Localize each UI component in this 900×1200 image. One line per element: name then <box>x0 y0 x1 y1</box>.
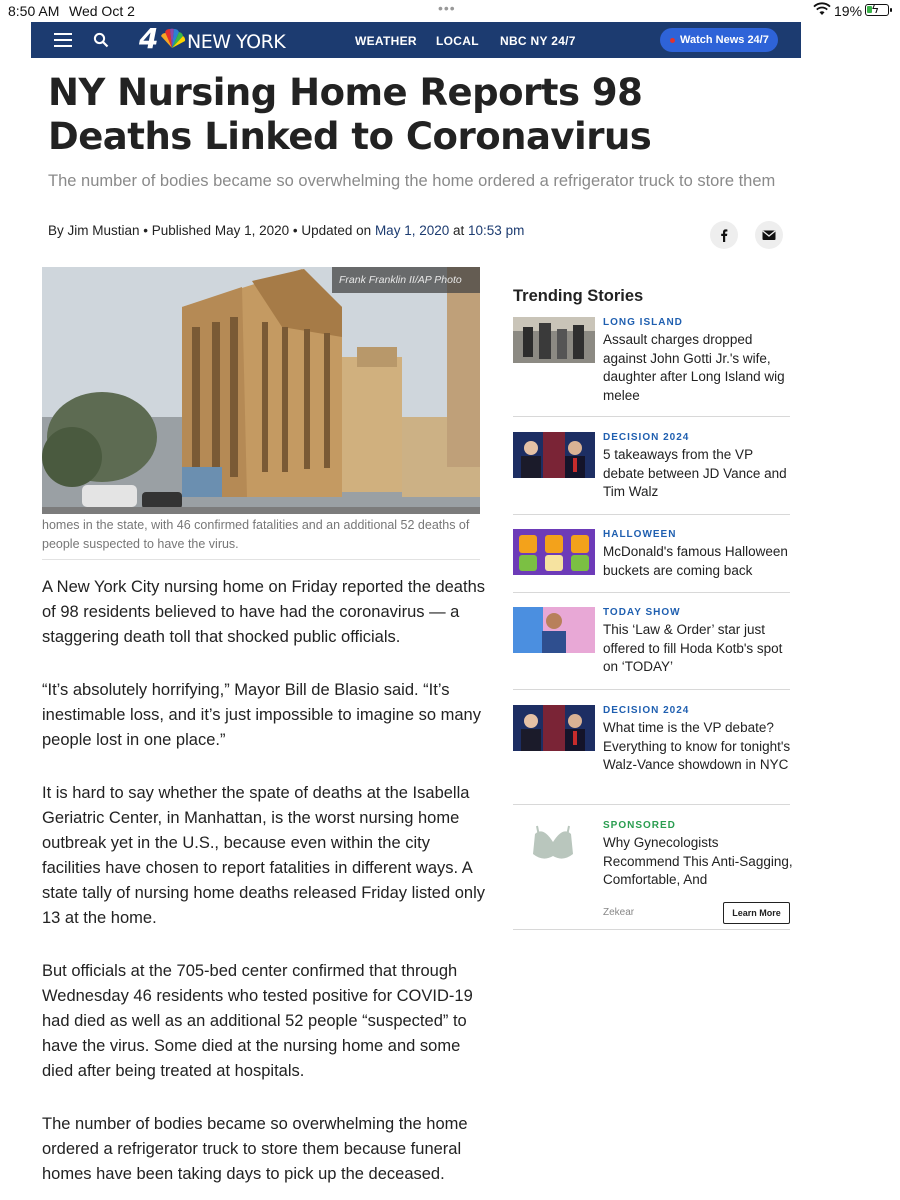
story-title[interactable]: What time is the VP debate? Everything to know for tonight's Walz-Vance showdown in NYC <box>603 720 791 772</box>
story-kicker: LONG ISLAND <box>603 317 683 328</box>
article-paragraph: It is hard to say whether the spate of deaths at the Isabella Geriatric Center, in Manhattan, is the worst nursing home outbreak yet in the U.S., because even within the city facilities have chosen to report fatalities in different ways. A state tally of nursing home deaths released Friday listed only 13 at the home. <box>42 784 485 927</box>
story-thumbnail-image <box>513 432 595 478</box>
photo-credit: Frank Franklin II/AP Photo <box>332 267 480 293</box>
site-logo[interactable] <box>139 22 319 55</box>
sponsored-kicker: SPONSORED <box>603 820 676 831</box>
trending-story[interactable] <box>513 529 790 593</box>
sponsored-title[interactable]: Why Gynecologists Recommend This Anti-Sagging, Comfortable, And <box>603 835 793 887</box>
article-paragraph: But officials at the 705-bed center confirmed that through Wednesday 46 residents who tested positive for COVID-19 had died as well as an additional 52 people “suspected” to have the virus. Some died at the nursing home and some died after being treated at hospitals. <box>42 962 473 1080</box>
battery-percent: 19% <box>834 3 863 19</box>
trending-story[interactable] <box>513 317 790 417</box>
watch-news-label: Watch News 24/7 <box>680 34 769 46</box>
story-thumbnail-image <box>513 317 595 363</box>
article-paragraph: A New York City nursing home on Friday reported the deaths of 98 residents believed to have had the coronavirus — a staggering death toll that shocked public officials. <box>42 578 485 646</box>
byline-author: By Jim Mustian <box>48 223 140 238</box>
story-thumbnail-image <box>513 529 595 575</box>
story-title[interactable]: Assault charges dropped against John Gotti Jr.'s wife, daughter after Long Island wig melee <box>603 332 785 403</box>
menu-icon[interactable] <box>54 33 72 47</box>
watch-news-button[interactable] <box>660 28 778 52</box>
email-icon <box>762 228 776 242</box>
story-kicker: DECISION 2024 <box>603 705 690 716</box>
story-thumbnail-image <box>513 607 595 653</box>
story-title[interactable]: McDonald's famous Halloween buckets are coming back <box>603 544 788 578</box>
facebook-icon <box>717 228 731 242</box>
story-title[interactable]: This ‘Law & Order’ star just offered to fill Hoda Kotb's spot on ‘TODAY’ <box>603 622 783 674</box>
article-body <box>42 575 487 1200</box>
story-kicker: TODAY SHOW <box>603 607 681 618</box>
trending-title: Trending Stories <box>513 287 644 305</box>
sponsor-name: Zekear <box>603 907 635 918</box>
article-byline <box>48 223 524 238</box>
status-date: Wed Oct 2 <box>69 3 135 19</box>
caption-divider <box>42 559 480 560</box>
multitasking-dots-icon[interactable]: ••• <box>438 0 456 16</box>
status-bar <box>0 0 900 22</box>
nursing-home-building-image <box>42 267 480 514</box>
story-kicker: HALLOWEEN <box>603 529 677 540</box>
search-icon[interactable] <box>93 32 109 48</box>
byline-published: • Published May 1, 2020 • <box>143 223 298 238</box>
trending-story[interactable] <box>513 432 790 515</box>
byline-updated-time: 10:53 pm <box>468 223 525 238</box>
nav-weather[interactable]: WEATHER <box>355 34 417 48</box>
logo-number: 4 <box>139 22 159 55</box>
photo-caption: homes in the state, with 46 confirmed fatalities and an additional 52 deaths of people suspected to have the virus. <box>42 518 470 551</box>
nav-local[interactable]: LOCAL <box>436 34 479 48</box>
story-kicker: DECISION 2024 <box>603 432 690 443</box>
article-photo[interactable] <box>42 267 480 514</box>
trending-story[interactable] <box>513 705 790 805</box>
facebook-share-button[interactable] <box>710 221 738 249</box>
sponsored-story[interactable] <box>513 820 793 930</box>
article-paragraph: The number of bodies became so overwhelming the home ordered a refrigerator truck to store them because funeral homes have been taking days to pick up the deceased. <box>42 1115 468 1183</box>
byline-updated-date: May 1, 2020 <box>374 223 450 238</box>
article-subhead: The number of bodies became so overwhelming the home ordered a refrigerator truck to store them <box>48 172 776 190</box>
peacock-logo-icon <box>157 28 187 50</box>
email-share-button[interactable] <box>755 221 783 249</box>
story-thumbnail-image <box>513 705 595 751</box>
article-paragraph: “It’s absolutely horrifying,” Mayor Bill de Blasio said. “It’s inestimable loss, and it’s just impossible to imagine so many people lost in one place.” <box>42 681 481 749</box>
trending-story[interactable] <box>513 607 790 690</box>
battery-icon: ϟ <box>865 4 889 16</box>
live-dot-icon <box>670 38 675 43</box>
learn-more-button[interactable]: Learn More <box>723 902 790 924</box>
byline-at: at <box>453 223 465 238</box>
sponsored-bra-image <box>513 820 595 866</box>
wifi-icon <box>813 2 831 16</box>
byline-updated-label: Updated on <box>301 223 372 238</box>
site-nav <box>31 22 801 58</box>
status-time: 8:50 AM <box>8 3 60 19</box>
article-headline: NY Nursing Home Reports 98 Deaths Linked to Coronavirus <box>48 71 652 158</box>
logo-text: NEW YORK <box>187 31 286 53</box>
nav-nbc-ny-247[interactable]: NBC NY 24/7 <box>500 34 576 48</box>
story-title[interactable]: 5 takeaways from the VP debate between JD Vance and Tim Walz <box>603 447 787 499</box>
